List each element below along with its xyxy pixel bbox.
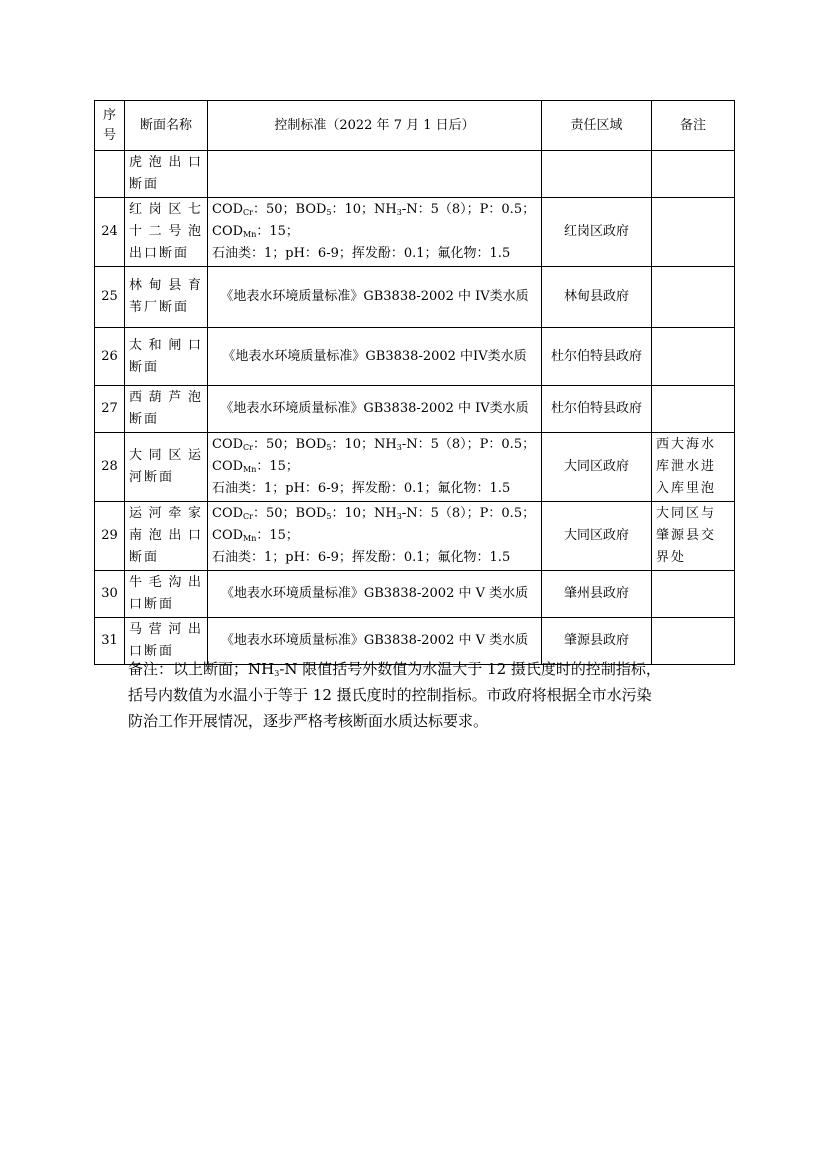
section-name: 西葫芦泡断面 (125, 386, 208, 433)
standard-line: $COD_{Mn}$：15； (212, 224, 299, 239)
responsible-region: 大同区政府 (542, 502, 652, 571)
control-standard (208, 433, 542, 502)
row-seq: 29 (95, 502, 125, 571)
section-name: 运河牵家南泡出口断面 (125, 502, 208, 571)
responsible-region: 肇源县政府 (542, 618, 652, 665)
control-standard (208, 151, 542, 198)
section-name: 林甸县育苇厂断面 (125, 267, 208, 328)
section-name: 马营河出口断面 (125, 618, 208, 665)
responsible-region: 红岗区政府 (542, 198, 652, 267)
standard-line: $COD_{Mn}$：15； (212, 528, 299, 543)
standards-table (94, 100, 735, 665)
section-name: 牛毛沟出口断面 (125, 571, 208, 618)
table-row (95, 328, 735, 386)
footnote-line: 防治工作开展情况，逐步严格考核断面水质达标要求。 (128, 712, 489, 730)
standard-line: $COD_{Cr}$：50；$BOD_5$：10；$NH_3-N$：5（8）；P：0.5； (212, 437, 536, 452)
row-remark (652, 198, 735, 267)
header-remark: 备注 (652, 101, 735, 151)
row-remark: 西大海水库泄水进入库里泡 (652, 433, 735, 502)
table-row (95, 571, 735, 618)
footnote (128, 656, 738, 734)
header-seq: 序号 (95, 101, 125, 151)
responsible-region: 林甸县政府 (542, 267, 652, 328)
standard-line: 《地表水环境质量标准》GB3838-2002 中 IV类水质 (220, 401, 529, 416)
table-row (95, 433, 735, 502)
standard-line: 石油类：1；pH：6-9；挥发酚：0.1；氟化物：1.5 (212, 246, 511, 261)
table-header-row (95, 101, 735, 151)
control-standard (208, 198, 542, 267)
row-seq: 24 (95, 198, 125, 267)
row-seq: 30 (95, 571, 125, 618)
table-row (95, 267, 735, 328)
standard-line: $COD_{Cr}$：50；$BOD_5$：10；$NH_3-N$：5（8）；P：0.5； (212, 506, 536, 521)
standard-line: $COD_{Cr}$：50；$BOD_5$：10；$NH_3-N$：5（8）；P：0.5； (212, 202, 536, 217)
responsible-region: 肇州县政府 (542, 571, 652, 618)
responsible-region: 杜尔伯特县政府 (542, 386, 652, 433)
standard-line: 石油类：1；pH：6-9；挥发酚：0.1；氟化物：1.5 (212, 550, 511, 565)
responsible-region: 大同区政府 (542, 433, 652, 502)
standard-line: 石油类：1；pH：6-9；挥发酚：0.1；氟化物：1.5 (212, 481, 511, 496)
footnote-line: 备注：以上断面；$NH_3-N$ 限值括号外数值为水温大于 12 摄氏度时的控制指标， (128, 660, 661, 678)
row-seq: 25 (95, 267, 125, 328)
row-seq: 27 (95, 386, 125, 433)
header-standard: 控制标准（2022 年 7 月 1 日后） (208, 101, 542, 151)
header-name: 断面名称 (125, 101, 208, 151)
table-row (95, 198, 735, 267)
section-name: 虎泡出口断面 (125, 151, 208, 198)
standard-line: 《地表水环境质量标准》GB3838-2002 中 IV类水质 (220, 289, 529, 304)
standard-line: 《地表水环境质量标准》GB3838-2002 中 V 类水质 (220, 586, 529, 601)
control-standard (208, 571, 542, 618)
footnote-line: 括号内数值为水温小于等于 12 摄氏度时的控制指标。市政府将根据全市水污染 (128, 686, 652, 704)
table-row (95, 502, 735, 571)
row-remark (652, 151, 735, 198)
row-remark (652, 386, 735, 433)
section-name: 太和闸口断面 (125, 328, 208, 386)
control-standard (208, 502, 542, 571)
row-seq: 26 (95, 328, 125, 386)
row-seq (95, 151, 125, 198)
row-remark: 大同区与肇源县交界处 (652, 502, 735, 571)
standard-line: 《地表水环境质量标准》GB3838-2002 中IV类水质 (222, 348, 527, 364)
standard-line: 《地表水环境质量标准》GB3838-2002 中 V 类水质 (220, 633, 529, 648)
table-row (95, 386, 735, 433)
row-seq: 28 (95, 433, 125, 502)
row-remark (652, 571, 735, 618)
responsible-region: 杜尔伯特县政府 (542, 328, 652, 386)
control-standard (208, 328, 542, 386)
section-name: 大同区运河断面 (125, 433, 208, 502)
row-seq: 31 (95, 618, 125, 665)
control-standard (208, 267, 542, 328)
header-region: 责任区域 (542, 101, 652, 151)
responsible-region (542, 151, 652, 198)
control-standard (208, 386, 542, 433)
table-row (95, 151, 735, 198)
row-remark (652, 328, 735, 386)
standard-line: $COD_{Mn}$：15； (212, 459, 299, 474)
row-remark (652, 267, 735, 328)
section-name: 红岗区七十二号泡出口断面 (125, 198, 208, 267)
